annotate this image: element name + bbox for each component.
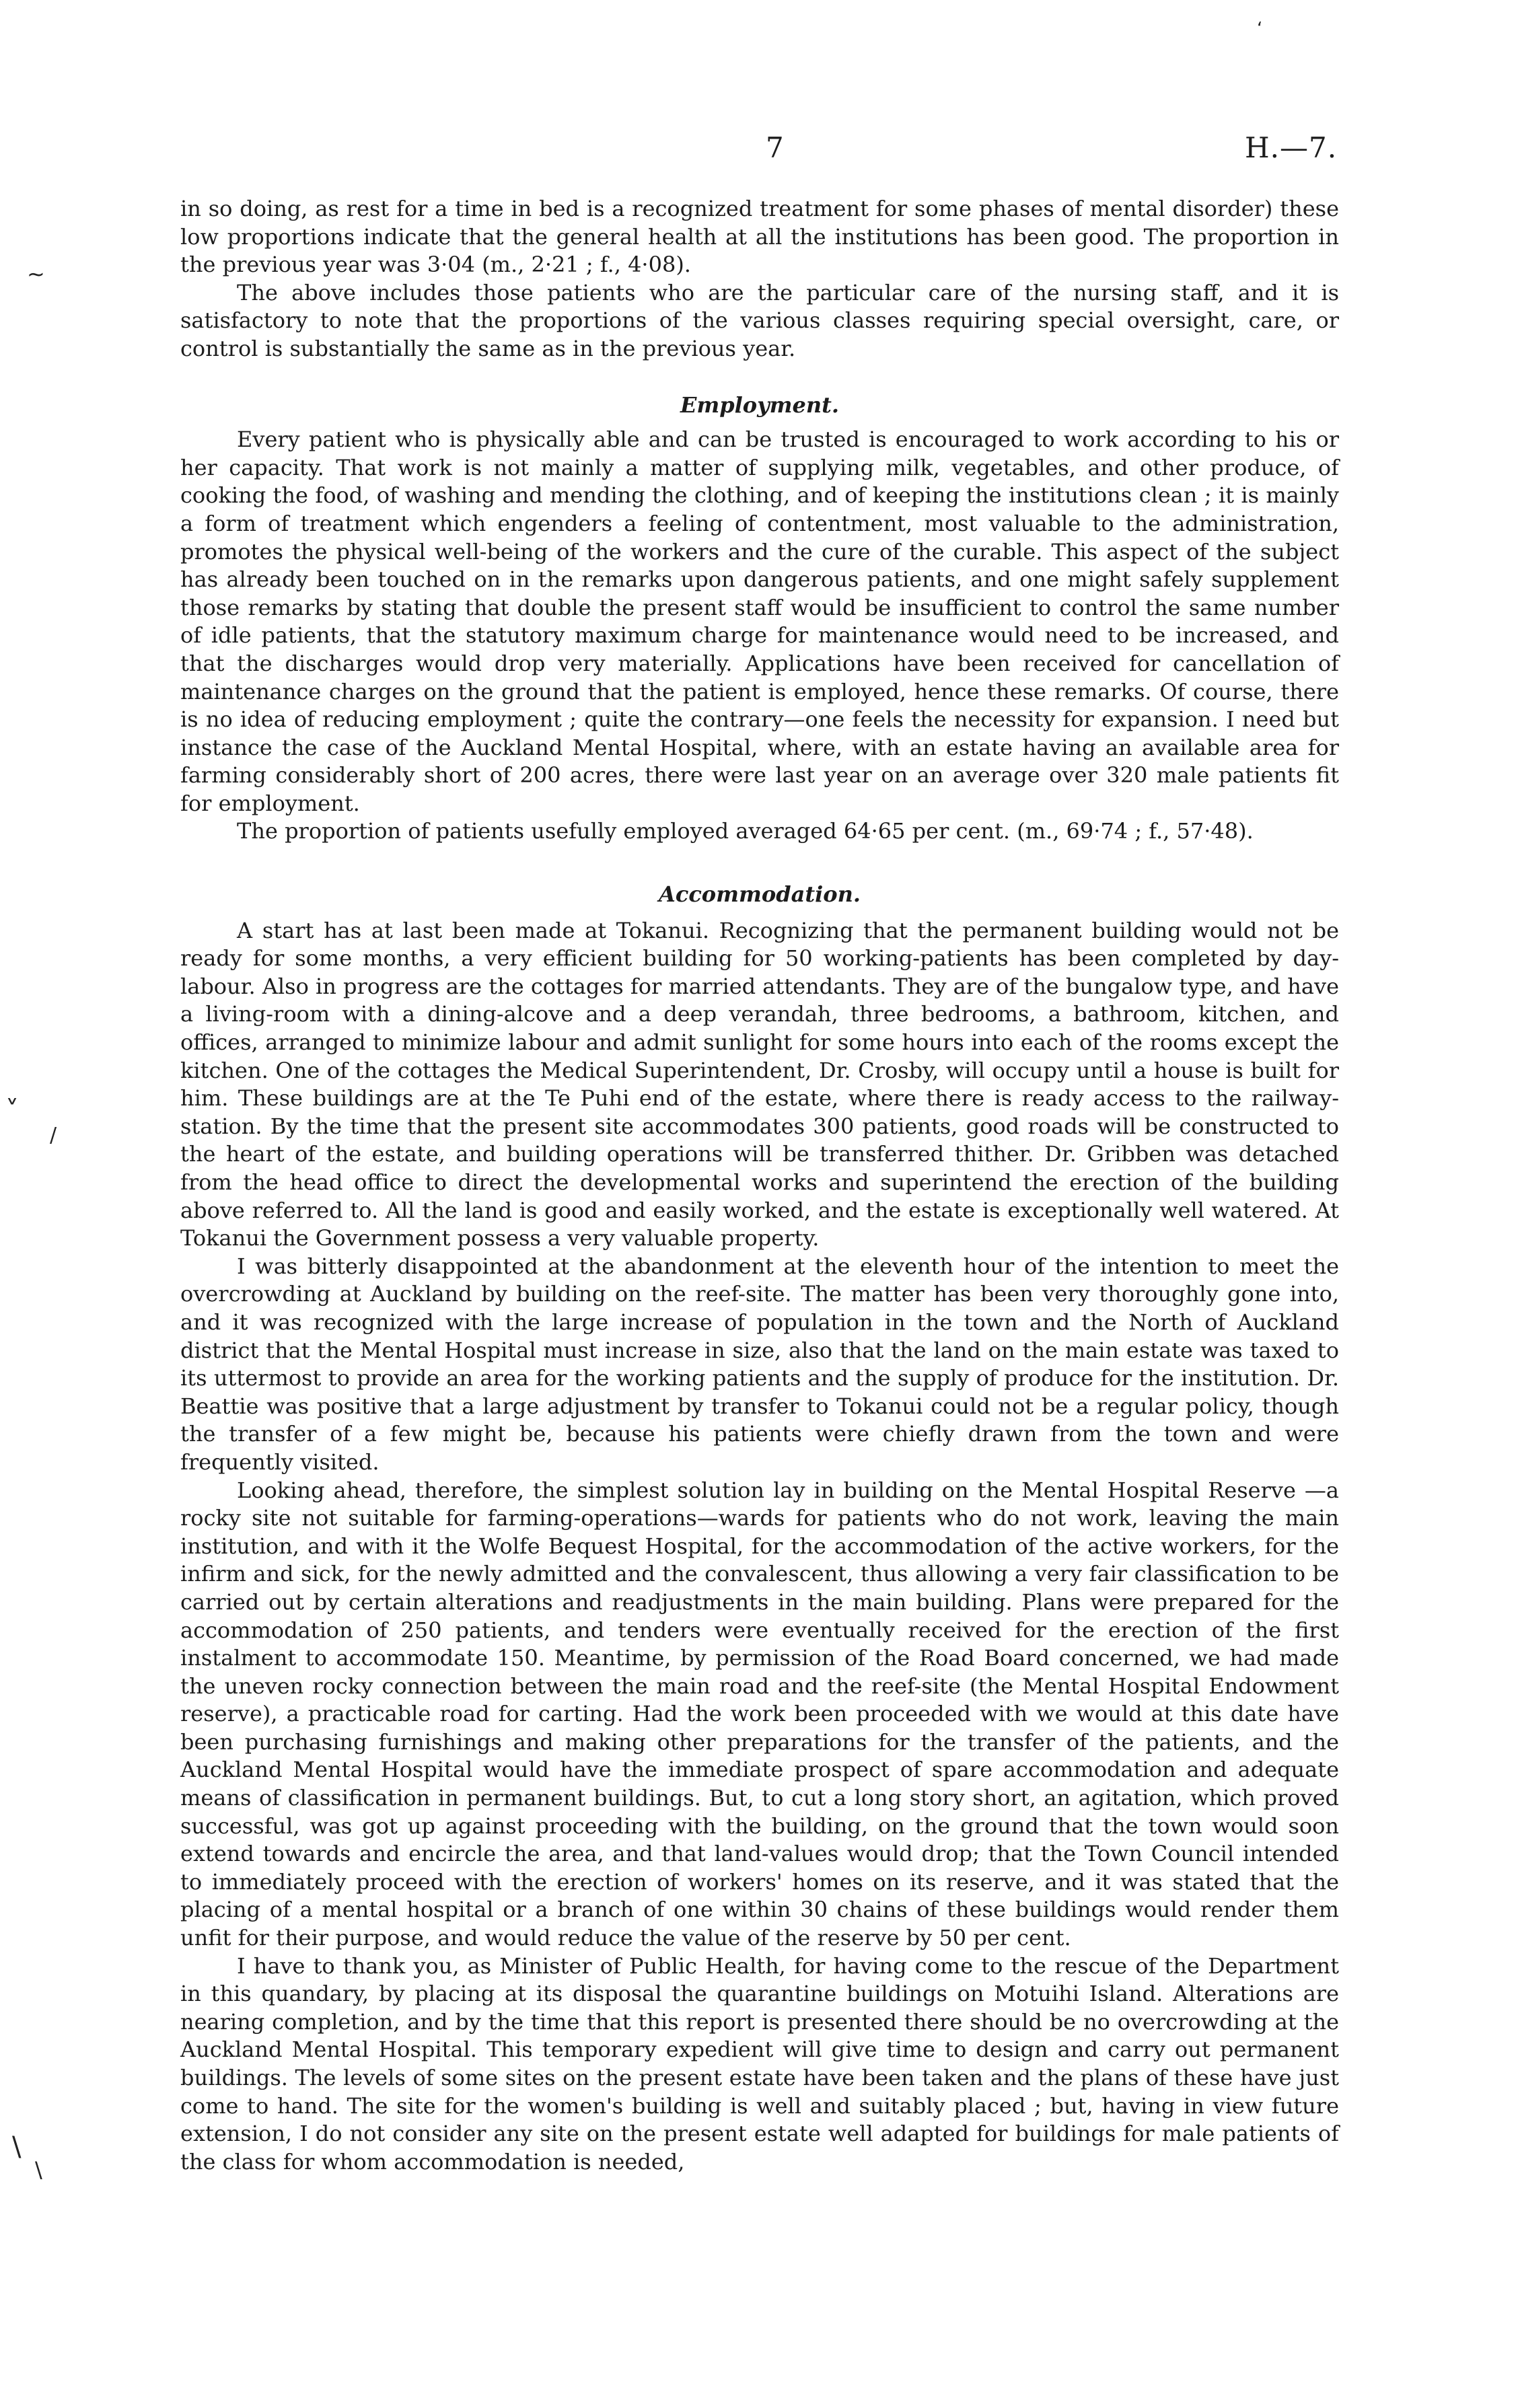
employment-paragraph-1: Every patient who is physically able and can be trusted is encouraged to work according to his or her capacity. That work is not mainly a matter of supplying milk, vegetables, and other produce, of cooking the food, of washing and mending the clothing, and of keeping the institutions clean ; it is mainly a form of treatment which engenders a feeling of contentment, most valuable to the administration, promotes the physical well-being of the workers and the cure of the curable. This aspect of the subject has already been touched on in the remarks upon dangerous patients, and one might safely supplement those remarks by stating that double the present staff would be insufficient to control the same number of idle patients, that the statutory maximum charge for maintenance would need to be increased, and that the discharges would drop very materially. Applications have been received for cancellation of maintenance charges on the ground that the patient is employed, hence these remarks. Of course, there is no idea of reducing employment ; quite the contrary—one feels the necessity for expansion. I need but instance the case of the Auckland Mental Hospital, where, with an estate having an available area for farming considerably short of 200 acres, there were last year on an average over 320 male patients fit for employment. (180, 427, 1339, 816)
accommodation-paragraph-3: Looking ahead, therefore, the simplest solution lay in building on the Mental Hospital Reserve —a rocky site not suitable for farming-operations—wards for patients who do not work, leaving the main institution, and with it the Wolfe Bequest Hospital, for the accommodation of the active workers, for the infirm and sick, for the newly admitted and the convalescent, thus allowing a very fair classification to be carried out by certain alterations and readjustments in the main building. Plans were prepared for the accommodation of 250 patients, and tenders were eventually received for the erection of the first instalment to accommodate 150. Meantime, by permission of the Road Board concerned, we had made the uneven rocky connection between the main road and the reef-site (the Mental Hospital Endowment reserve), a practicable road for carting. Had the work been proceeded with we would at this date have been purchasing furnishings and making other preparations for the transfer of the patients, and the Auckland Mental Hospital would have the immediate prospect of spare accommodation and adequate means of classification in permanent buildings. But, to cut a long story short, an agitation, which proved successful, was got up against proceeding with the building, on the ground that the town would soon extend towards and encircle the area, and that land-values would drop; that the Town Council intended to immediately proceed with the erection of workers' homes on its reserve, and it was stated that the placing of a mental hospital or a branch of one within 30 chains of these buildings would render them unfit for their purpose, and would reduce the value of the reserve by 50 per cent. (180, 1477, 1339, 1951)
intro-paragraph-2: The above includes those patients who are the particular care of the nursing staff, and it is satisfactory to note that the proportions of the various classes requiring special oversight, care, or control is substantially the same as in the previous year. (180, 279, 1339, 361)
scan-mark-left-upper: ~ (27, 261, 45, 287)
section-heading-accommodation: Accommodation. (659, 881, 861, 908)
scan-mark-top: ‘ (1257, 19, 1263, 39)
scan-mark-left-lower-2: \ (35, 2157, 42, 2183)
scan-mark-left-middle-2: / (50, 1124, 57, 1147)
intro-paragraph-1: in so doing, as rest for a time in bed is a recognized treatment for some phases of mental disorder) these low proportions indicate that the general health at all the institutions has been good. The proportion in the previous year was 3·04 (m., 2·21 ; f., 4·08). (180, 196, 1339, 278)
accommodation-paragraph-1: A start has at last been made at Tokanui. Recognizing that the permanent building would not be ready for some months, a very efficient building for 50 working-patients has been completed by day-labour. Also in progress are the cottages for married attendants. They are of the bungalow type, and have a living-room with a dining-alcove and a deep verandah, three bedrooms, a bathroom, kitchen, and offices, arranged to minimize labour and admit sunlight for some hours into each of the rooms except the kitchen. One of the cottages the Medical Superintendent, Dr. Crosby, will occupy until a house is built for him. These buildings are at the Te Puhi end of the estate, where there is ready access to the railway-station. By the time that the present site accommodates 300 patients, good roads will be constructed to the heart of the estate, and building operations will be transferred thither. Dr. Gribben was detached from the head office to direct the developmental works and superintend the erection of the building above referred to. All the land is good and easily worked, and the estate is exceptionally well watered. At Tokanui the Government possess a very valuable property. (180, 917, 1339, 1251)
section-heading-employment: Employment. (680, 392, 840, 418)
accommodation-paragraph-4: I have to thank you, as Minister of Public Health, for having come to the rescue of the Department in this quandary, by placing at its disposal the quarantine buildings on Motuihi Island. Alterations are nearing completion, and by the time that this report is presented there should be no overcrowding at the Auckland Mental Hospital. This temporary expedient will give time to design and carry out permanent buildings. The levels of some sites on the present estate have been taken and the plans of these have just come to hand. The site for the women's building is well and suitably placed ; but, having in view future extension, I do not consider any site on the present estate well adapted for buildings for male patients of the class for whom accommodation is needed, (180, 1953, 1339, 2175)
employment-paragraph-2: The proportion of patients usefully employed averaged 64·65 per cent. (m., 69·74 ; f., 57·48). (237, 818, 1254, 844)
scan-mark-left-middle: ˅ (5, 1095, 19, 1126)
document-reference: H.—7. (1245, 131, 1338, 164)
scan-mark-left-lower: \ (12, 2131, 22, 2162)
report-body (180, 195, 1339, 2176)
page-number: 7 (766, 131, 784, 164)
page-header (0, 131, 1518, 178)
accommodation-paragraph-2: I was bitterly disappointed at the abandonment at the eleventh hour of the intention to meet the overcrowding at Auckland by building on the reef-site. The matter has been very thoroughly gone into, and it was recognized with the large increase of population in the town and the North of Auckland district that the Mental Hospital must increase in size, also that the land on the main estate was taxed to its uttermost to provide an area for the working patients and the supply of produce for the institution. Dr. Beattie was positive that a large adjustment by transfer to Tokanui could not be a regular policy, though the transfer of a few might be, because his patients were chiefly drawn from the town and were frequently visited. (180, 1253, 1339, 1475)
